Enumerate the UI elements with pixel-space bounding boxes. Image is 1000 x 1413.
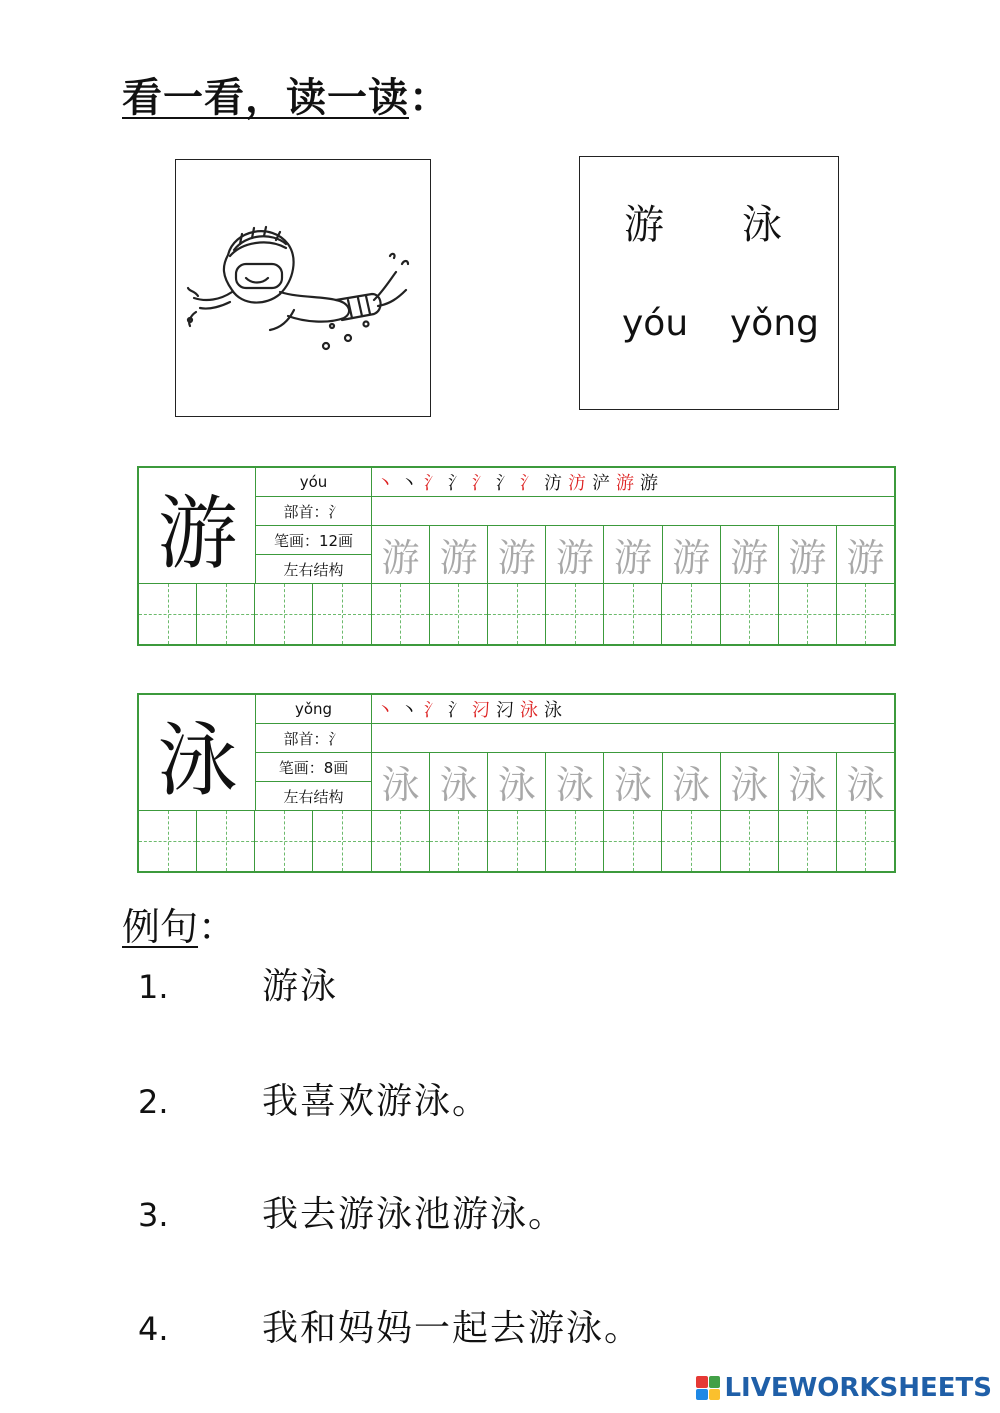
tracing-cell[interactable]: 游 bbox=[604, 526, 662, 583]
stroke-step: 汈 bbox=[472, 700, 490, 721]
blank-row bbox=[372, 724, 894, 753]
writing-cell[interactable] bbox=[197, 584, 255, 644]
stroke-step: 丶 bbox=[400, 473, 418, 494]
writing-cell[interactable] bbox=[546, 811, 604, 871]
tracing-cell[interactable]: 泳 bbox=[721, 753, 779, 810]
blank-row bbox=[372, 497, 894, 526]
stroke-step: 丶 bbox=[376, 473, 394, 494]
stroke-step: 氵 bbox=[496, 473, 514, 494]
radical-label: 部首：氵 bbox=[256, 724, 372, 753]
sentence-text: 我喜欢游泳。 bbox=[262, 1081, 491, 1122]
character-card-yong bbox=[137, 693, 896, 873]
logo-square bbox=[709, 1376, 721, 1388]
structure-label: 左右结构 bbox=[256, 782, 372, 811]
writing-cell[interactable] bbox=[546, 584, 604, 644]
sentence-number: 3. bbox=[138, 1196, 169, 1234]
tracing-cell[interactable]: 游 bbox=[430, 526, 488, 583]
examples-title-colon: ： bbox=[198, 905, 237, 949]
sentence-text: 我去游泳池游泳。 bbox=[262, 1194, 567, 1235]
big-char: 泳 bbox=[157, 713, 238, 807]
writing-cell[interactable] bbox=[662, 811, 720, 871]
picture-box bbox=[175, 159, 431, 417]
tracing-cell[interactable]: 游 bbox=[488, 526, 546, 583]
stroke-step: 游 bbox=[640, 473, 658, 494]
writing-cell[interactable] bbox=[372, 584, 430, 644]
example-sentence-1 bbox=[138, 958, 338, 1009]
writing-cell[interactable] bbox=[779, 811, 837, 871]
logo-square bbox=[696, 1389, 708, 1401]
stroke-step: 氵 bbox=[448, 473, 466, 494]
writing-cell[interactable] bbox=[255, 811, 313, 871]
writing-cell[interactable] bbox=[604, 811, 662, 871]
character-card-you bbox=[137, 466, 896, 646]
writing-cell[interactable] bbox=[721, 584, 779, 644]
stroke-step: 汸 bbox=[568, 473, 586, 494]
example-sentence-4 bbox=[138, 1300, 642, 1351]
brand-text: LIVEWORKSHEETS bbox=[724, 1373, 992, 1403]
stroke-step: 浐 bbox=[592, 473, 610, 494]
examples-title-text: 例句 bbox=[122, 905, 199, 949]
swimmer-illustration-icon bbox=[176, 160, 432, 418]
tracing-cell[interactable]: 游 bbox=[779, 526, 837, 583]
word-pinyin-1: yóu bbox=[622, 303, 689, 344]
writing-cell[interactable] bbox=[721, 811, 779, 871]
stroke-step: 泳 bbox=[544, 700, 562, 721]
sentence-text: 我和妈妈一起去游泳。 bbox=[262, 1308, 643, 1349]
writing-cell[interactable] bbox=[139, 811, 197, 871]
sentence-number: 2. bbox=[138, 1083, 169, 1121]
stroke-order bbox=[372, 695, 894, 724]
tracing-cell[interactable]: 泳 bbox=[846, 763, 885, 807]
writing-cell[interactable] bbox=[779, 584, 837, 644]
page-title bbox=[122, 66, 450, 123]
tracing-cell[interactable]: 泳 bbox=[546, 753, 604, 810]
sentence-text: 游泳 bbox=[262, 966, 339, 1007]
stroke-count-label: 笔画：8画 bbox=[256, 753, 372, 782]
tracing-cell[interactable]: 泳 bbox=[488, 753, 546, 810]
writing-cell[interactable] bbox=[430, 584, 488, 644]
writing-cell[interactable] bbox=[313, 811, 371, 871]
tracing-cell[interactable]: 游 bbox=[721, 526, 779, 583]
writing-cell[interactable] bbox=[313, 584, 371, 644]
sentence-number: 1. bbox=[138, 968, 169, 1006]
example-sentence-2 bbox=[138, 1073, 490, 1124]
stroke-step: 游 bbox=[616, 473, 634, 494]
writing-cell[interactable] bbox=[604, 584, 662, 644]
word-char-2: 泳 bbox=[742, 202, 782, 248]
tracing-cell[interactable]: 游 bbox=[546, 526, 604, 583]
writing-cell[interactable] bbox=[662, 584, 720, 644]
word-char-1: 游 bbox=[624, 202, 664, 248]
tracing-cell[interactable]: 游 bbox=[663, 526, 721, 583]
stroke-count-label: 笔画：12画 bbox=[256, 526, 372, 555]
logo-square bbox=[709, 1389, 721, 1401]
tracing-cell[interactable]: 泳 bbox=[604, 753, 662, 810]
tracing-cell[interactable]: 游 bbox=[372, 526, 430, 583]
stroke-step: 氵 bbox=[472, 473, 490, 494]
writing-cell[interactable] bbox=[837, 811, 894, 871]
writing-grid-row bbox=[139, 811, 894, 871]
pinyin-label: yóu bbox=[256, 468, 372, 497]
word-pinyin-2: yǒng bbox=[730, 303, 819, 344]
writing-cell[interactable] bbox=[139, 584, 197, 644]
writing-cell[interactable] bbox=[372, 811, 430, 871]
logo-square bbox=[696, 1376, 708, 1388]
sentence-number: 4. bbox=[138, 1310, 169, 1348]
stroke-step: 氵 bbox=[520, 473, 538, 494]
stroke-step: 汸 bbox=[544, 473, 562, 494]
stroke-step: 氵 bbox=[448, 700, 466, 721]
writing-cell[interactable] bbox=[430, 811, 488, 871]
writing-cell[interactable] bbox=[488, 584, 546, 644]
radical-label: 部首：氵 bbox=[256, 497, 372, 526]
writing-cell[interactable] bbox=[255, 584, 313, 644]
examples-title bbox=[122, 896, 236, 951]
pinyin-label: yǒng bbox=[256, 695, 372, 724]
tracing-row bbox=[372, 753, 894, 811]
page-title-text: 看一看，读一读 bbox=[122, 75, 409, 121]
stroke-step: 氵 bbox=[424, 700, 442, 721]
tracing-cell[interactable]: 泳 bbox=[430, 753, 488, 810]
stroke-order bbox=[372, 468, 894, 497]
stroke-step: 氵 bbox=[424, 473, 442, 494]
tracing-cell[interactable]: 泳 bbox=[372, 753, 430, 810]
stroke-step: 丶 bbox=[376, 700, 394, 721]
stroke-step: 丶 bbox=[400, 700, 418, 721]
page-title-colon: ： bbox=[409, 75, 450, 121]
tracing-cell[interactable]: 泳 bbox=[663, 753, 721, 810]
writing-cell[interactable] bbox=[837, 584, 894, 644]
tracing-row bbox=[372, 526, 894, 584]
structure-label: 左右结构 bbox=[256, 555, 372, 584]
stroke-step: 泳 bbox=[520, 700, 538, 721]
word-box bbox=[579, 156, 839, 410]
big-char: 游 bbox=[157, 486, 238, 580]
tracing-cell[interactable]: 泳 bbox=[779, 753, 837, 810]
example-sentence-3 bbox=[138, 1186, 566, 1237]
stroke-step: 汈 bbox=[496, 700, 514, 721]
liveworksheets-footer[interactable] bbox=[696, 1373, 992, 1403]
tracing-cell[interactable]: 游 bbox=[846, 536, 885, 580]
liveworksheets-logo-icon bbox=[696, 1376, 720, 1400]
writing-cell[interactable] bbox=[488, 811, 546, 871]
writing-grid-row bbox=[139, 584, 894, 644]
writing-cell[interactable] bbox=[197, 811, 255, 871]
